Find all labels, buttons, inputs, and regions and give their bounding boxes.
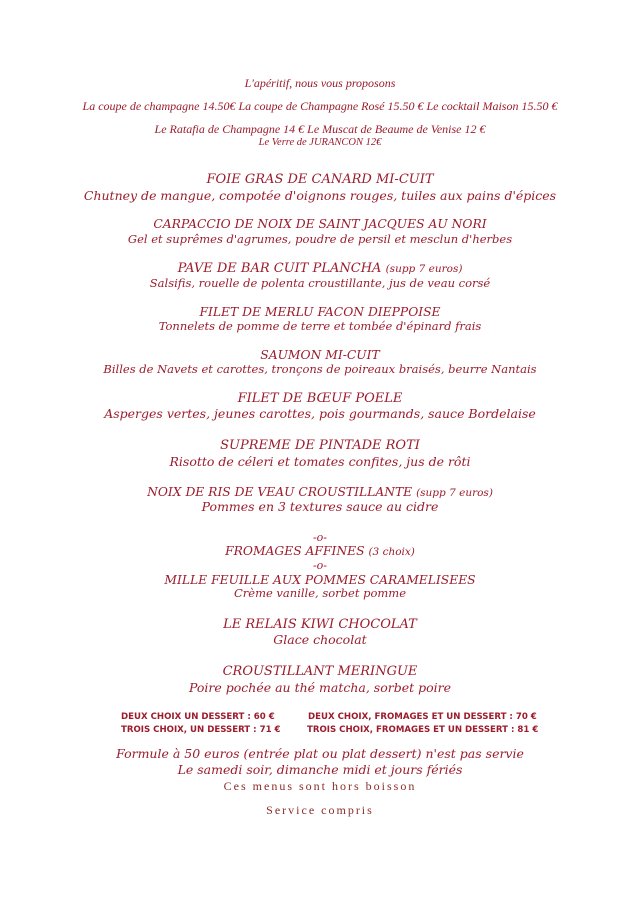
dish-name: NOIX DE RIS DE VEAU CROUSTILLANTE xyxy=(147,485,413,499)
cheese-title xyxy=(0,545,640,558)
dish-title: FILET DE MERLU FACON DIEPPOISE xyxy=(199,305,441,319)
formule-note: Le samedi soir, dimanche midi et jours fériés xyxy=(177,762,463,777)
dessert-title: CROUSTILLANT MERINGUE xyxy=(222,664,418,679)
price-line: TROIS CHOIX, UN DESSERT : 71 € xyxy=(121,725,281,735)
dish-supplement: (supp 7 euros) xyxy=(385,263,463,275)
dessert-desc: Poire pochée au thé matcha, sorbet poire xyxy=(188,680,452,695)
price-line: TROIS CHOIX, FROMAGES ET UN DESSERT : 81 € xyxy=(307,725,539,735)
dessert-desc: Crème vanille, sorbet pomme xyxy=(233,586,407,600)
dish-desc: Risotto de céleri et tomates confites, jus de rôti xyxy=(169,454,471,469)
dish-desc: Billes de Navets et carottes, tronçons de poireaux braisés, beurre Nantais xyxy=(103,362,537,376)
dessert-title: LE RELAIS KIWI CHOCOLAT xyxy=(223,617,417,632)
service-note: Service compris xyxy=(266,803,374,817)
dish-title xyxy=(0,262,640,275)
dish-desc: Tonnelets de pomme de terre et tombée d'épinard frais xyxy=(158,319,482,333)
drinks-note: Ces menus sont hors boisson xyxy=(223,779,417,793)
separator: -o- xyxy=(312,531,328,544)
dish-desc: Gel et suprêmes d'agrumes, poudre de persil et mesclun d'herbes xyxy=(127,232,513,246)
dish-name: PAVE DE BAR CUIT PLANCHA xyxy=(177,261,382,276)
separator: -o- xyxy=(312,559,328,572)
price-line: DEUX CHOIX UN DESSERT : 60 € xyxy=(121,712,275,722)
dish-title xyxy=(0,486,640,499)
dish-supplement: (supp 7 euros) xyxy=(416,487,493,499)
dessert-desc: Glace chocolat xyxy=(273,632,367,647)
aperitif-line: La coupe de champagne 14.50€ La coupe de Champagne Rosé 15.50 € Le cocktail Maison 15.50 € xyxy=(82,99,558,113)
dish-desc: Asperges vertes, jeunes carottes, pois gourmands, sauce Bordelaise xyxy=(104,406,536,421)
dessert-title: MILLE FEUILLE AUX POMMES CARAMELISEES xyxy=(164,573,476,587)
aperitif-line: Le Ratafia de Champagne 14 € Le Muscat de Beaume de Venise 12 € xyxy=(154,122,486,136)
cheese-note: (3 choix) xyxy=(368,546,415,558)
dish-desc: Chutney de mangue, compotée d'oignons rouges, tuiles aux pains d'épices xyxy=(83,188,557,203)
dish-title: FILET DE BŒUF POELE xyxy=(237,391,403,406)
dish-title: FOIE GRAS DE CANARD MI-CUIT xyxy=(206,172,434,187)
aperitif-line: Le Verre de JURANCON 12€ xyxy=(258,137,382,148)
formule-note: Formule à 50 euros (entrée plat ou plat dessert) n'est pas servie xyxy=(116,746,524,761)
cheese-name: FROMAGES AFFINES xyxy=(225,544,365,558)
dish-title: CARPACCIO DE NOIX DE SAINT JACQUES AU NORI xyxy=(153,217,487,231)
dish-title: SUPREME DE PINTADE ROTI xyxy=(220,438,420,453)
dish-desc: Pommes en 3 textures sauce au cidre xyxy=(201,499,439,514)
dish-desc: Salsifis, rouelle de polenta croustillante, jus de veau corsé xyxy=(149,276,491,290)
aperitif-title: L'apéritif, nous vous proposons xyxy=(244,76,396,90)
price-line: DEUX CHOIX, FROMAGES ET UN DESSERT : 70 € xyxy=(308,712,537,722)
dish-title: SAUMON MI-CUIT xyxy=(260,348,380,362)
